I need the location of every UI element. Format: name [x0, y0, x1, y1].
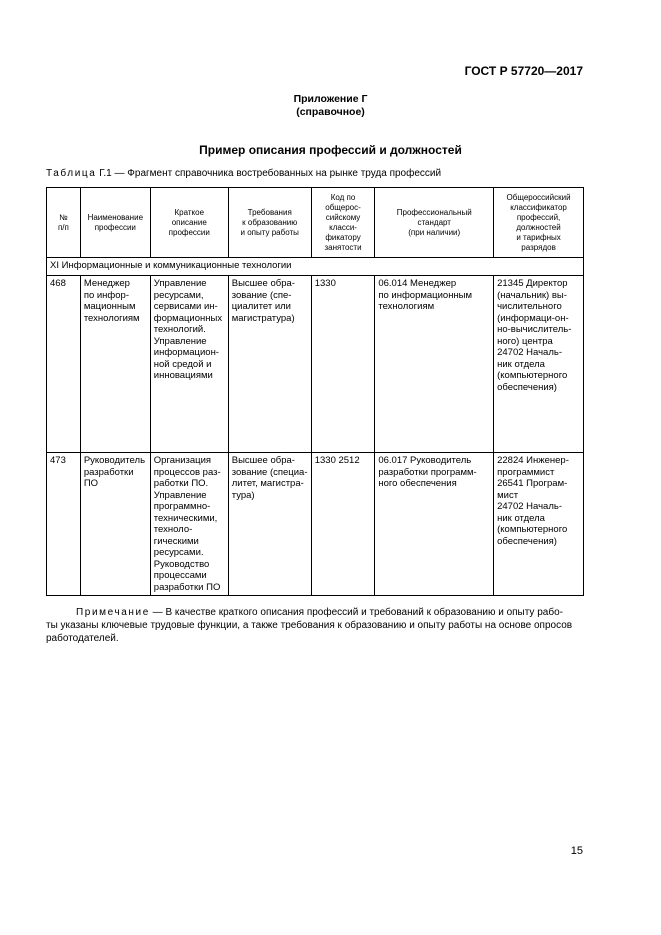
- cell-line: Высшее обра-: [231, 455, 295, 466]
- cell-name: [80, 453, 150, 596]
- header-cell-description: [150, 188, 228, 258]
- cell-line: техническими,: [153, 512, 218, 524]
- cell-line: ного обеспечения: [378, 478, 457, 489]
- header-cell-requirements: [228, 188, 311, 258]
- cell-name: [80, 276, 150, 453]
- cell-line: (информаци-он-: [497, 312, 569, 324]
- table-row: [47, 453, 584, 596]
- cell-line: ПО: [83, 478, 99, 489]
- cell-line: Управление: [153, 489, 207, 501]
- table-caption: [46, 168, 441, 179]
- appendix-title: Приложение Г: [293, 93, 368, 105]
- cell-line: 24702 Началь-: [497, 347, 562, 358]
- cell-line: (начальник) вы-: [497, 289, 567, 301]
- cell-line: мационным: [83, 301, 136, 312]
- professions-table: [46, 187, 584, 596]
- header-cell-classifier: [494, 188, 584, 258]
- cell-line: Требования: [247, 207, 292, 217]
- cell-line: тура): [231, 489, 255, 501]
- cell-line: но-вычислитель-: [497, 324, 572, 335]
- cell-requirements: [228, 453, 311, 596]
- cell-line: Наименование: [87, 212, 144, 222]
- cell-line: 22824 Инженер-: [497, 455, 569, 466]
- note-label: Примечание: [76, 607, 150, 618]
- cell-classifier: [494, 276, 584, 453]
- cell-line: по информационным: [378, 289, 473, 301]
- cell-standard: [375, 276, 494, 453]
- cell-line: сервисами ин-: [153, 301, 218, 312]
- cell-line: разрядов: [521, 242, 556, 252]
- cell-standard: [375, 453, 494, 596]
- cell-code: 1330 2512: [311, 453, 375, 596]
- cell-line: Управление: [153, 335, 207, 347]
- cell-line: (при наличии): [408, 227, 461, 237]
- cell-line: по инфор-: [83, 289, 129, 301]
- cell-line: ник отдела: [497, 512, 545, 524]
- table-header-row: [47, 188, 584, 258]
- note-line: [46, 606, 584, 619]
- header-cell-standard: [375, 188, 494, 258]
- cell-number: 473: [47, 453, 81, 596]
- cell-line: ресурсами.: [153, 547, 204, 558]
- appendix-heading: [0, 93, 661, 119]
- cell-line: зование (спе-: [231, 289, 292, 301]
- cell-line: инновациями: [153, 370, 213, 381]
- cell-line: ной средой и: [153, 358, 212, 370]
- table-row: [47, 276, 584, 453]
- cell-line: Краткое: [174, 207, 205, 217]
- cell-line: Менеджер: [83, 278, 130, 289]
- table-caption-label: Таблица: [46, 168, 97, 179]
- header-cell-code: [311, 188, 375, 258]
- cell-line: 24702 Началь-: [497, 501, 562, 512]
- cell-line: сийскому: [325, 212, 361, 222]
- cell-classifier: [494, 453, 584, 596]
- cell-description: [150, 276, 228, 453]
- appendix-subtitle: (справочное): [296, 106, 365, 118]
- group-label: XI Информационные и коммуникационные технологии: [47, 258, 584, 276]
- cell-line: разработки: [83, 466, 134, 478]
- cell-line: разработки ПО: [153, 581, 221, 593]
- header-cell-name: [80, 188, 150, 258]
- cell-line: мист: [497, 489, 519, 501]
- cell-line: зование (специа-: [231, 466, 308, 478]
- cell-line: общерос-: [325, 202, 361, 212]
- table-caption-text: Г.1 — Фрагмент справочника востребованных на рынке труда профессий: [99, 168, 442, 179]
- cell-line: циалитет или: [231, 301, 291, 312]
- cell-line: должностей: [516, 222, 561, 232]
- cell-line: обеспечения): [497, 381, 557, 393]
- table-note: [46, 606, 584, 645]
- cell-line: числительного: [497, 301, 562, 312]
- cell-line: к образованию: [242, 217, 298, 227]
- cell-line: 06.014 Менеджер: [378, 278, 457, 289]
- cell-line: Руководитель: [83, 455, 146, 466]
- table-group-row: [47, 258, 584, 276]
- cell-line: стандарт: [417, 217, 451, 227]
- cell-line: программист: [497, 466, 555, 478]
- cell-line: и опыту работы: [240, 227, 299, 237]
- cell-line: Организация: [153, 455, 212, 466]
- note-line: работодателей.: [46, 633, 119, 644]
- cell-line: процессов раз-: [153, 466, 221, 478]
- cell-line: описание: [171, 217, 207, 227]
- cell-line: 26541 Програм-: [497, 478, 568, 489]
- cell-line: Код по: [330, 192, 356, 202]
- note-line: ты указаны ключевые трудовые функции, а также требования к образованию и опыту работы на основе опросов: [46, 620, 573, 631]
- cell-line: класси-: [329, 222, 357, 232]
- cell-line: занятости: [324, 242, 362, 252]
- document-code: ГОСТ Р 57720—2017: [464, 64, 583, 78]
- cell-line: Общероссийский: [506, 192, 571, 202]
- cell-line: и тарифных: [516, 232, 561, 242]
- cell-line: п/п: [57, 222, 69, 232]
- cell-line: №: [59, 212, 68, 222]
- cell-line: ник отдела: [497, 358, 545, 370]
- cell-number: 468: [47, 276, 81, 453]
- cell-line: разработки программ-: [378, 466, 477, 478]
- cell-line: работки ПО.: [153, 478, 209, 489]
- cell-line: литет, магистра-: [231, 478, 304, 489]
- cell-line: магистратура): [231, 312, 295, 324]
- cell-line: 21345 Директор: [497, 278, 568, 289]
- page-number: 15: [570, 845, 583, 857]
- cell-line: профессий,: [516, 212, 561, 222]
- cell-line: программно-: [153, 501, 211, 512]
- cell-line: технологий.: [153, 324, 206, 335]
- cell-line: технологиям: [83, 312, 140, 324]
- cell-line: классификатор: [510, 202, 567, 212]
- header-cell-number: [47, 188, 81, 258]
- cell-line: (компьютерного: [497, 524, 568, 535]
- cell-line: 06.017 Руководитель: [378, 455, 472, 466]
- cell-line: Управление: [153, 278, 207, 289]
- cell-line: Профессиональный: [396, 207, 472, 217]
- cell-line: гическими: [153, 535, 199, 547]
- cell-line: информацион-: [153, 347, 219, 358]
- note-text: — В качестве краткого описания профессий и требований к образованию и опыту рабо-: [149, 607, 563, 618]
- cell-line: ного) центра: [497, 335, 553, 347]
- section-title: Пример описания профессий и должностей: [199, 143, 462, 157]
- cell-line: Высшее обра-: [231, 278, 295, 289]
- cell-line: техноло-: [153, 524, 193, 535]
- cell-line: формационных: [153, 312, 223, 324]
- cell-line: фикатору: [325, 232, 361, 242]
- cell-line: профессии: [168, 227, 210, 237]
- cell-code: 1330: [311, 276, 375, 453]
- cell-line: Руководство: [153, 558, 210, 570]
- cell-line: процессами: [153, 570, 207, 581]
- cell-description: [150, 453, 228, 596]
- cell-line: технологиям: [378, 301, 435, 312]
- cell-requirements: [228, 276, 311, 453]
- cell-line: ресурсами,: [153, 289, 204, 301]
- cell-line: обеспечения): [497, 535, 557, 547]
- cell-line: профессии: [94, 222, 136, 232]
- cell-line: (компьютерного: [497, 370, 568, 381]
